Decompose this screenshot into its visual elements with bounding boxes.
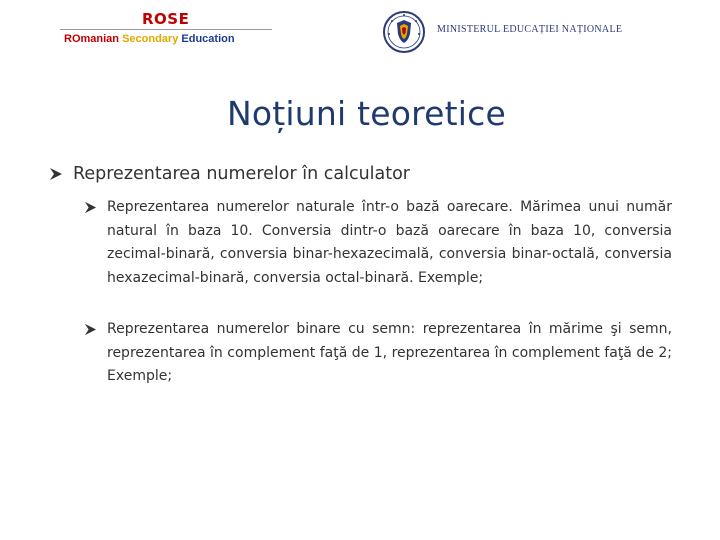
bullet-representation-title: Reprezentarea numerelor în calculator (73, 164, 411, 184)
arrow-bullet-icon (84, 323, 97, 336)
rose-subtitle-word-romanian: ROmanian (64, 33, 120, 45)
subbullet-natural-numbers: Reprezentarea numerelor naturale într-o bază oarecare. Mărimea unui număr natural în baza 10. Conversia dintr-o bază oarecare în baza 10, conversia zecimal-binară, conversia binar-hexazecimală, conversia binar-octală, conversia hexazecimal-binară, conversia octal-binară. Exemple; (107, 199, 672, 286)
rose-logo-title: ROSE (142, 10, 190, 28)
slide-title: Noțiuni teoretice (227, 94, 507, 133)
arrow-bullet-icon (49, 167, 63, 181)
rose-logo-subtitle (64, 33, 235, 45)
rose-subtitle-word-secondary: Secondary (122, 33, 179, 45)
romania-emblem-icon (383, 10, 425, 54)
rose-logo-divider (60, 29, 272, 30)
ministry-name: MINISTERUL EDUCAȚIEI NAȚIONALE (437, 24, 623, 35)
subbullet-signed-binary: Reprezentarea numerelor binare cu semn: reprezentarea în mărime şi semn, reprezentarea în complement faţă de 1, reprezentarea în complement faţă de 2; Exemple; (107, 321, 672, 384)
rose-logo (60, 10, 272, 50)
arrow-bullet-icon (84, 201, 97, 214)
rose-subtitle-word-education: Education (181, 33, 235, 45)
